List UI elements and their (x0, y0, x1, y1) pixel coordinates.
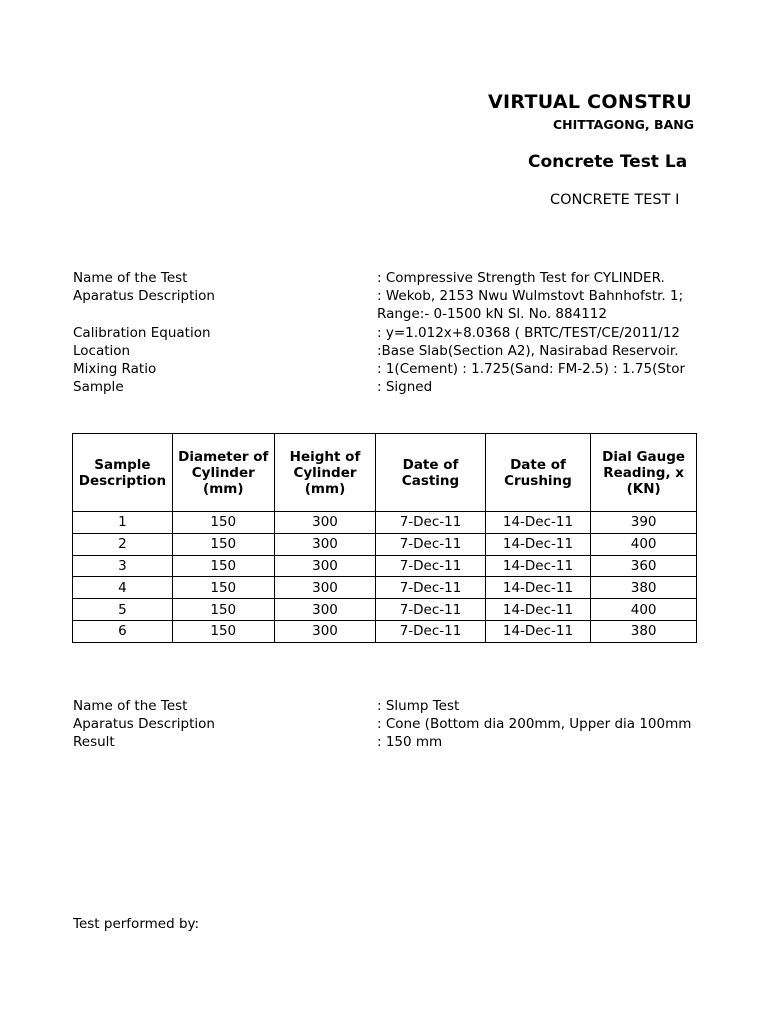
cell-diameter: 150 (172, 533, 274, 555)
cell-diameter: 150 (172, 620, 274, 642)
cell-height: 300 (274, 620, 376, 642)
info-value: : Slump Test (377, 698, 460, 714)
info-value: : Cone (Bottom dia 200mm, Upper dia 100mm (377, 716, 692, 733)
info-value: : Wekob, 2153 Nwu Wulmstovt Bahnhofstr. 1; (377, 288, 684, 305)
info-value: : 150 mm (377, 734, 443, 751)
info-label: Result (73, 734, 115, 751)
cell-crushing: 14-Dec-11 (485, 599, 591, 621)
table-row (73, 577, 697, 599)
cell-reading: 390 (591, 512, 697, 534)
info-label: Calibration Equation (73, 324, 211, 341)
info-value: : 1(Cement) : 1.725(Sand: FM-2.5) : 1.75(Stor (377, 360, 686, 377)
cell-casting: 7-Dec-11 (376, 620, 485, 642)
info-label: Name of the Test (73, 698, 188, 714)
cell-diameter: 150 (172, 599, 274, 621)
cell-crushing: 14-Dec-11 (485, 512, 591, 534)
info-label: Aparatus Description (73, 288, 215, 305)
cell-casting: 7-Dec-11 (376, 533, 485, 555)
header-label: Date of Crushing (504, 456, 572, 489)
table-row (73, 620, 697, 642)
cell-height: 300 (274, 577, 376, 599)
header-date-crushing (485, 434, 591, 512)
header-height (274, 434, 376, 512)
info-value: Range:- 0-1500 kN Sl. No. 884112 (377, 306, 607, 323)
table-row (73, 512, 697, 534)
cell-height: 300 (274, 533, 376, 555)
cell-sample: 6 (73, 620, 173, 642)
cell-casting: 7-Dec-11 (376, 577, 485, 599)
info-label: Aparatus Description (73, 716, 215, 733)
header-label: Height of Cylinder (mm) (289, 448, 361, 497)
test-performed-by: Test performed by: (73, 916, 200, 932)
info-label: Sample (73, 379, 124, 396)
cell-reading: 400 (591, 599, 697, 621)
cell-height: 300 (274, 555, 376, 577)
header-diameter (172, 434, 274, 512)
header-label: Date of Casting (401, 456, 460, 489)
cell-sample: 2 (73, 533, 173, 555)
info-label: Location (73, 342, 131, 359)
cell-diameter: 150 (172, 512, 274, 534)
header-sample-description (73, 434, 173, 512)
cell-crushing: 14-Dec-11 (485, 577, 591, 599)
cell-casting: 7-Dec-11 (376, 599, 485, 621)
info-value: : y=1.012x+8.0368 ( BRTC/TEST/CE/2011/12 (377, 324, 680, 341)
report-title: CONCRETE TEST I (550, 192, 680, 208)
header-label: Dial Gauge Reading, x (KN) (602, 448, 686, 497)
header-date-casting (376, 434, 485, 512)
info-value: : Compressive Strength Test for CYLINDER. (377, 270, 665, 286)
results-table (72, 433, 697, 643)
header-label: Sample Description (78, 456, 167, 489)
cell-sample: 3 (73, 555, 173, 577)
cell-sample: 5 (73, 599, 173, 621)
cell-crushing: 14-Dec-11 (485, 620, 591, 642)
lab-title: Concrete Test La (528, 152, 688, 172)
info-value: : Signed (377, 379, 433, 396)
company-name: VIRTUAL CONSTRU (488, 91, 692, 113)
cell-diameter: 150 (172, 577, 274, 599)
info-value: :Base Slab(Section A2), Nasirabad Reservoir. (377, 342, 679, 359)
header-label: Diameter of Cylinder (mm) (178, 448, 269, 497)
cell-reading: 400 (591, 533, 697, 555)
info-label: Name of the Test (73, 270, 188, 286)
cell-diameter: 150 (172, 555, 274, 577)
cell-height: 300 (274, 512, 376, 534)
info-label: Mixing Ratio (73, 360, 157, 377)
table-row (73, 555, 697, 577)
cell-sample: 1 (73, 512, 173, 534)
cell-casting: 7-Dec-11 (376, 555, 485, 577)
table-row (73, 599, 697, 621)
company-city: CHITTAGONG, BANG (553, 117, 694, 132)
cell-reading: 360 (591, 555, 697, 577)
cell-casting: 7-Dec-11 (376, 512, 485, 534)
header-dial-gauge (591, 434, 697, 512)
table-header-row (73, 434, 697, 512)
cell-reading: 380 (591, 620, 697, 642)
table-row (73, 533, 697, 555)
cell-sample: 4 (73, 577, 173, 599)
cell-height: 300 (274, 599, 376, 621)
cell-crushing: 14-Dec-11 (485, 555, 591, 577)
cell-crushing: 14-Dec-11 (485, 533, 591, 555)
cell-reading: 380 (591, 577, 697, 599)
